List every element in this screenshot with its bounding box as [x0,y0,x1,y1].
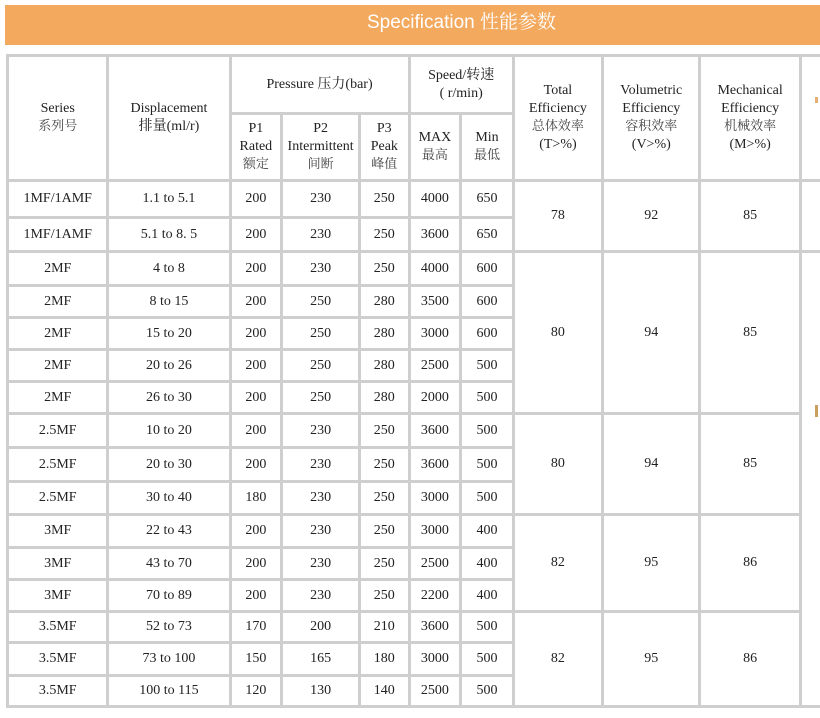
cell-p2: 230 [282,482,360,515]
cell-min: 650 [461,181,513,218]
cell-series: 3MF [8,548,108,580]
cell-disp: 30 to 40 [108,482,230,515]
cell-p2: 230 [282,181,360,218]
header-mechanical-l2: Efficiency [721,101,780,116]
header-p3-code: P3 [376,121,392,136]
cell-p1: 200 [230,218,282,252]
cell-min: 650 [461,218,513,252]
header-max-en: MAX [418,130,452,145]
cell-mechanical-efficiency: 85 [700,181,800,252]
cell-max: 3000 [409,515,461,548]
cell-p1: 200 [230,548,282,580]
cell-series: 1MF/1AMF [8,181,108,218]
cell-p2: 230 [282,548,360,580]
cell-series: 2.5MF [8,482,108,515]
cell-min: 500 [461,448,513,482]
cell-cutoff-column [800,181,820,252]
header-total-efficiency [513,56,602,181]
cell-p3: 250 [360,482,410,515]
cell-max: 2200 [409,580,461,612]
cell-p2: 130 [282,676,360,707]
cell-disp: 20 to 30 [108,448,230,482]
cell-max: 3000 [409,318,461,350]
cell-max: 2000 [409,382,461,414]
header-p2-code: P2 [313,121,328,136]
header-p1-code: P1 [248,121,264,136]
cell-p3: 280 [360,350,410,382]
table-row [8,181,820,218]
cell-disp: 26 to 30 [108,382,230,414]
cell-p3: 250 [360,218,410,252]
cell-p1: 150 [230,643,282,676]
cell-p3: 250 [360,181,410,218]
cell-disp: 70 to 89 [108,580,230,612]
cell-volumetric-efficiency: 95 [603,612,700,707]
specification-table [6,54,820,708]
cell-min: 400 [461,515,513,548]
cell-p2: 230 [282,580,360,612]
cell-max: 3000 [409,482,461,515]
cell-series: 2MF [8,382,108,414]
header-displacement [108,56,230,181]
header-p2-zh: 间断 [307,157,334,172]
cell-p3: 140 [360,676,410,707]
cell-p1: 170 [230,612,282,643]
cell-p2: 230 [282,218,360,252]
header-p3-en: Peak [370,139,398,154]
cell-min: 400 [461,548,513,580]
cell-max: 4000 [409,181,461,218]
cell-disp: 52 to 73 [108,612,230,643]
cell-p2: 250 [282,286,360,318]
header-speed-label: Speed/转速 [428,67,495,83]
header-pressure: Pressure 压力(bar) [230,56,409,114]
cell-p2: 230 [282,252,360,286]
table-row [8,612,820,643]
cell-mechanical-efficiency: 85 [700,252,800,414]
header-p1-en: Rated [239,139,273,154]
cell-p3: 280 [360,318,410,350]
cell-series: 2.5MF [8,414,108,448]
cell-min: 600 [461,318,513,350]
header-min-zh: 最低 [473,148,500,163]
header-mechanical-zh: 机械效率 [724,119,777,134]
cell-p3: 250 [360,548,410,580]
cell-max: 2500 [409,350,461,382]
header-speed-max [409,114,461,181]
cell-min: 400 [461,580,513,612]
cell-mechanical-efficiency: 85 [700,414,800,515]
table-row [8,515,820,548]
cell-min: 500 [461,676,513,707]
header-series [8,56,108,181]
cell-p3: 180 [360,643,410,676]
cell-volumetric-efficiency: 95 [603,515,700,612]
cell-volumetric-efficiency: 94 [603,252,700,414]
cell-min: 500 [461,643,513,676]
cell-p3: 250 [360,414,410,448]
cell-p3: 250 [360,515,410,548]
cell-cutoff-column [800,252,820,707]
header-volumetric-efficiency [603,56,700,181]
header-total-unit: (T>%) [539,137,577,152]
cell-mechanical-efficiency: 86 [700,515,800,612]
cell-min: 500 [461,382,513,414]
header-total-l2: Efficiency [528,101,587,116]
header-p1-zh: 额定 [242,157,269,172]
header-speed [409,56,513,114]
cell-disp: 10 to 20 [108,414,230,448]
header-p3 [360,114,410,181]
cell-series: 3MF [8,515,108,548]
header-displacement-zh: 排量(ml/r) [138,119,200,134]
header-volumetric-l2: Efficiency [622,101,681,116]
cell-volumetric-efficiency: 94 [603,414,700,515]
cell-disp: 100 to 115 [108,676,230,707]
cell-max: 2500 [409,548,461,580]
header-volumetric-zh: 容积效率 [625,119,678,134]
cell-p3: 250 [360,252,410,286]
header-p2-en: Intermittent [287,139,354,154]
cell-disp: 22 to 43 [108,515,230,548]
cell-max: 3600 [409,414,461,448]
cell-series: 3.5MF [8,676,108,707]
cell-p3: 250 [360,448,410,482]
cell-p3: 250 [360,580,410,612]
cell-max: 4000 [409,252,461,286]
header-total-zh: 总体效率 [531,119,584,134]
cell-mechanical-efficiency: 86 [700,612,800,707]
header-p3-zh: 峰值 [371,157,398,172]
banner-title: Specification 性能参数 [367,12,557,33]
cutoff-glyph [815,405,818,417]
cell-min: 500 [461,414,513,448]
header-mechanical-unit: (M>%) [729,137,771,152]
cell-disp: 43 to 70 [108,548,230,580]
cell-series: 2MF [8,252,108,286]
cell-p1: 200 [230,382,282,414]
cell-series: 2MF [8,318,108,350]
cell-max: 3600 [409,612,461,643]
header-cutoff-column [800,56,820,181]
cell-min: 500 [461,350,513,382]
cell-p1: 200 [230,350,282,382]
cell-min: 500 [461,612,513,643]
cutoff-glyph-top [815,97,818,103]
cell-volumetric-efficiency: 92 [603,181,700,252]
cell-p2: 200 [282,612,360,643]
cell-p1: 200 [230,286,282,318]
cell-min: 600 [461,286,513,318]
cell-p3: 280 [360,382,410,414]
cell-max: 3000 [409,643,461,676]
cell-p2: 230 [282,515,360,548]
cell-p2: 250 [282,382,360,414]
cell-min: 500 [461,482,513,515]
cell-max: 3500 [409,286,461,318]
header-min-en: Min [475,130,499,145]
cell-p1: 180 [230,482,282,515]
header-speed-unit: ( r/min) [439,85,483,101]
cell-series: 1MF/1AMF [8,218,108,252]
cell-p1: 120 [230,676,282,707]
header-volumetric-unit: (V>%) [631,137,671,152]
cell-p2: 230 [282,448,360,482]
cell-disp: 15 to 20 [108,318,230,350]
cell-total-efficiency: 78 [513,181,602,252]
header-volumetric-l1: Volumetric [620,83,683,98]
header-displacement-en: Displacement [130,101,208,116]
cell-disp: 8 to 15 [108,286,230,318]
cell-p1: 200 [230,318,282,350]
cell-p1: 200 [230,252,282,286]
cell-disp: 5.1 to 8. 5 [108,218,230,252]
table-row [8,414,820,448]
header-series-zh: 系列号 [38,119,78,134]
cell-max: 3600 [409,218,461,252]
cell-p1: 200 [230,181,282,218]
header-mechanical-efficiency [700,56,800,181]
header-p1 [230,114,282,181]
cell-p1: 200 [230,414,282,448]
cell-total-efficiency: 80 [513,252,602,414]
cell-disp: 20 to 26 [108,350,230,382]
cell-p3: 280 [360,286,410,318]
cell-series: 2.5MF [8,448,108,482]
cell-series: 3MF [8,580,108,612]
table-body [8,181,820,707]
cell-disp: 1.1 to 5.1 [108,181,230,218]
cell-p1: 200 [230,448,282,482]
cell-total-efficiency: 82 [513,515,602,612]
cell-p2: 230 [282,414,360,448]
cell-series: 3.5MF [8,612,108,643]
header-p2 [282,114,360,181]
table-row [8,252,820,286]
header-speed-min [461,114,513,181]
header-total-l1: Total [543,83,573,98]
header-mechanical-l1: Mechanical [717,83,783,98]
cell-max: 3600 [409,448,461,482]
cell-p2: 250 [282,318,360,350]
cell-min: 600 [461,252,513,286]
header-series-en: Series [40,101,75,116]
cell-series: 2MF [8,286,108,318]
cell-p3: 210 [360,612,410,643]
cell-total-efficiency: 80 [513,414,602,515]
cell-p1: 200 [230,515,282,548]
header-max-zh: 最高 [421,148,448,163]
specification-banner [5,5,820,45]
cell-p2: 250 [282,350,360,382]
cell-p2: 165 [282,643,360,676]
cell-max: 2500 [409,676,461,707]
cell-disp: 73 to 100 [108,643,230,676]
cell-series: 3.5MF [8,643,108,676]
cell-p1: 200 [230,580,282,612]
cell-total-efficiency: 82 [513,612,602,707]
cell-series: 2MF [8,350,108,382]
cell-disp: 4 to 8 [108,252,230,286]
